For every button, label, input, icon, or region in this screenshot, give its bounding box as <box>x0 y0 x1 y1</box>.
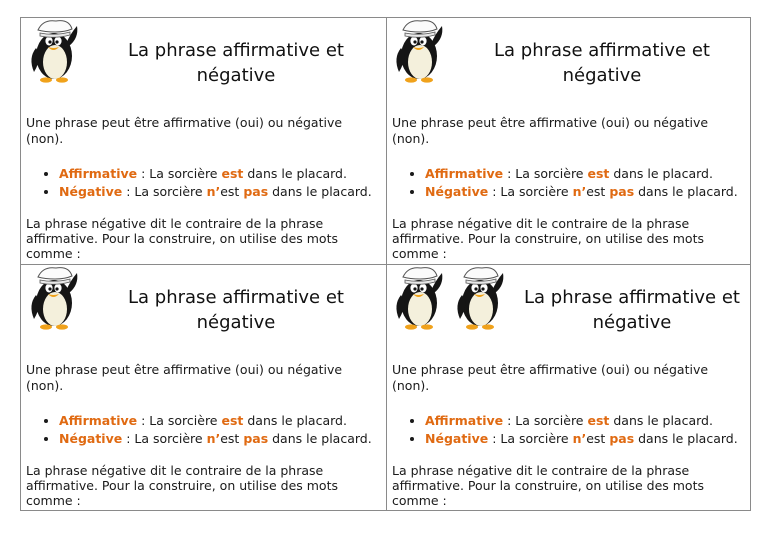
negation-highlight: pas <box>609 430 635 446</box>
example-text: est <box>586 183 610 199</box>
example-text: : La sorcière <box>488 430 573 446</box>
example-text: : La sorcière <box>137 166 222 181</box>
example-list <box>21 165 372 200</box>
negation-highlight: pas <box>243 430 269 446</box>
example-text: est <box>586 430 610 446</box>
list-item <box>425 183 738 201</box>
example-text: est <box>220 430 244 446</box>
list-item <box>59 412 372 430</box>
lesson-card <box>387 265 751 511</box>
card-title: La phrase affirmative et négative <box>524 287 740 333</box>
example-text: dans le placard. <box>609 413 713 428</box>
negation-highlight: pas <box>243 183 269 199</box>
negation-highlight: n’ <box>206 430 221 446</box>
intro-text: Une phrase peut être affirmative (oui) ou négative (non). <box>392 115 709 146</box>
negation-highlight: n’ <box>572 183 587 199</box>
example-text: : La sorcière <box>122 430 207 446</box>
list-item <box>59 165 372 183</box>
example-text: : La sorcière <box>503 166 588 181</box>
negative-label: Négative <box>425 183 489 199</box>
lesson-card <box>387 18 751 264</box>
outro-text: La phrase négative dit le contraire de la phrase affirmative. Pour la construire, on utilise des mots comme : <box>26 463 338 508</box>
lesson-card <box>21 18 386 264</box>
example-text: dans le placard. <box>243 413 347 428</box>
outro-text: La phrase négative dit le contraire de la phrase affirmative. Pour la construire, on utilise des mots comme : <box>392 216 704 261</box>
negation-highlight: n’ <box>206 183 221 199</box>
example-list <box>387 412 738 447</box>
intro-text: Une phrase peut être affirmative (oui) ou négative (non). <box>26 362 343 393</box>
example-text: : La sorcière <box>122 183 207 199</box>
example-text: : La sorcière <box>488 183 573 199</box>
negative-label: Négative <box>425 430 489 446</box>
list-item <box>425 430 738 448</box>
card-title: La phrase affirmative et négative <box>494 40 710 86</box>
affirmative-label: Affirmative <box>425 413 504 428</box>
outro-text: La phrase négative dit le contraire de la phrase affirmative. Pour la construire, on utilise des mots comme : <box>392 463 704 508</box>
example-text: dans le placard. <box>268 430 372 446</box>
card-title: La phrase affirmative et négative <box>128 40 344 86</box>
verb-highlight: est <box>221 413 244 428</box>
example-text: : La sorcière <box>503 413 588 428</box>
penguin-icon <box>25 20 81 84</box>
example-text: dans le placard. <box>634 183 738 199</box>
example-list <box>21 412 372 447</box>
example-text: dans le placard. <box>634 430 738 446</box>
example-list <box>387 165 738 200</box>
negative-label: Négative <box>59 430 123 446</box>
penguin-icon <box>25 267 81 331</box>
list-item <box>59 430 372 448</box>
verb-highlight: est <box>587 413 610 428</box>
list-item <box>425 165 738 183</box>
example-text: : La sorcière <box>137 413 222 428</box>
penguin-icon <box>451 267 507 331</box>
affirmative-label: Affirmative <box>59 166 138 181</box>
outro-text: La phrase négative dit le contraire de la phrase affirmative. Pour la construire, on utilise des mots comme : <box>26 216 338 261</box>
example-text: est <box>220 183 244 199</box>
list-item <box>59 183 372 201</box>
lesson-card <box>21 265 386 511</box>
penguin-icon <box>390 267 446 331</box>
negation-highlight: pas <box>609 183 635 199</box>
affirmative-label: Affirmative <box>425 166 504 181</box>
intro-text: Une phrase peut être affirmative (oui) ou négative (non). <box>26 115 343 146</box>
penguin-icon <box>390 20 446 84</box>
negation-highlight: n’ <box>572 430 587 446</box>
example-text: dans le placard. <box>609 166 713 181</box>
card-title: La phrase affirmative et négative <box>128 287 344 333</box>
verb-highlight: est <box>221 166 244 181</box>
example-text: dans le placard. <box>243 166 347 181</box>
list-item <box>425 412 738 430</box>
intro-text: Une phrase peut être affirmative (oui) ou négative (non). <box>392 362 709 393</box>
verb-highlight: est <box>587 166 610 181</box>
example-text: dans le placard. <box>268 183 372 199</box>
flashcard-sheet <box>20 17 751 511</box>
negative-label: Négative <box>59 183 123 199</box>
affirmative-label: Affirmative <box>59 413 138 428</box>
